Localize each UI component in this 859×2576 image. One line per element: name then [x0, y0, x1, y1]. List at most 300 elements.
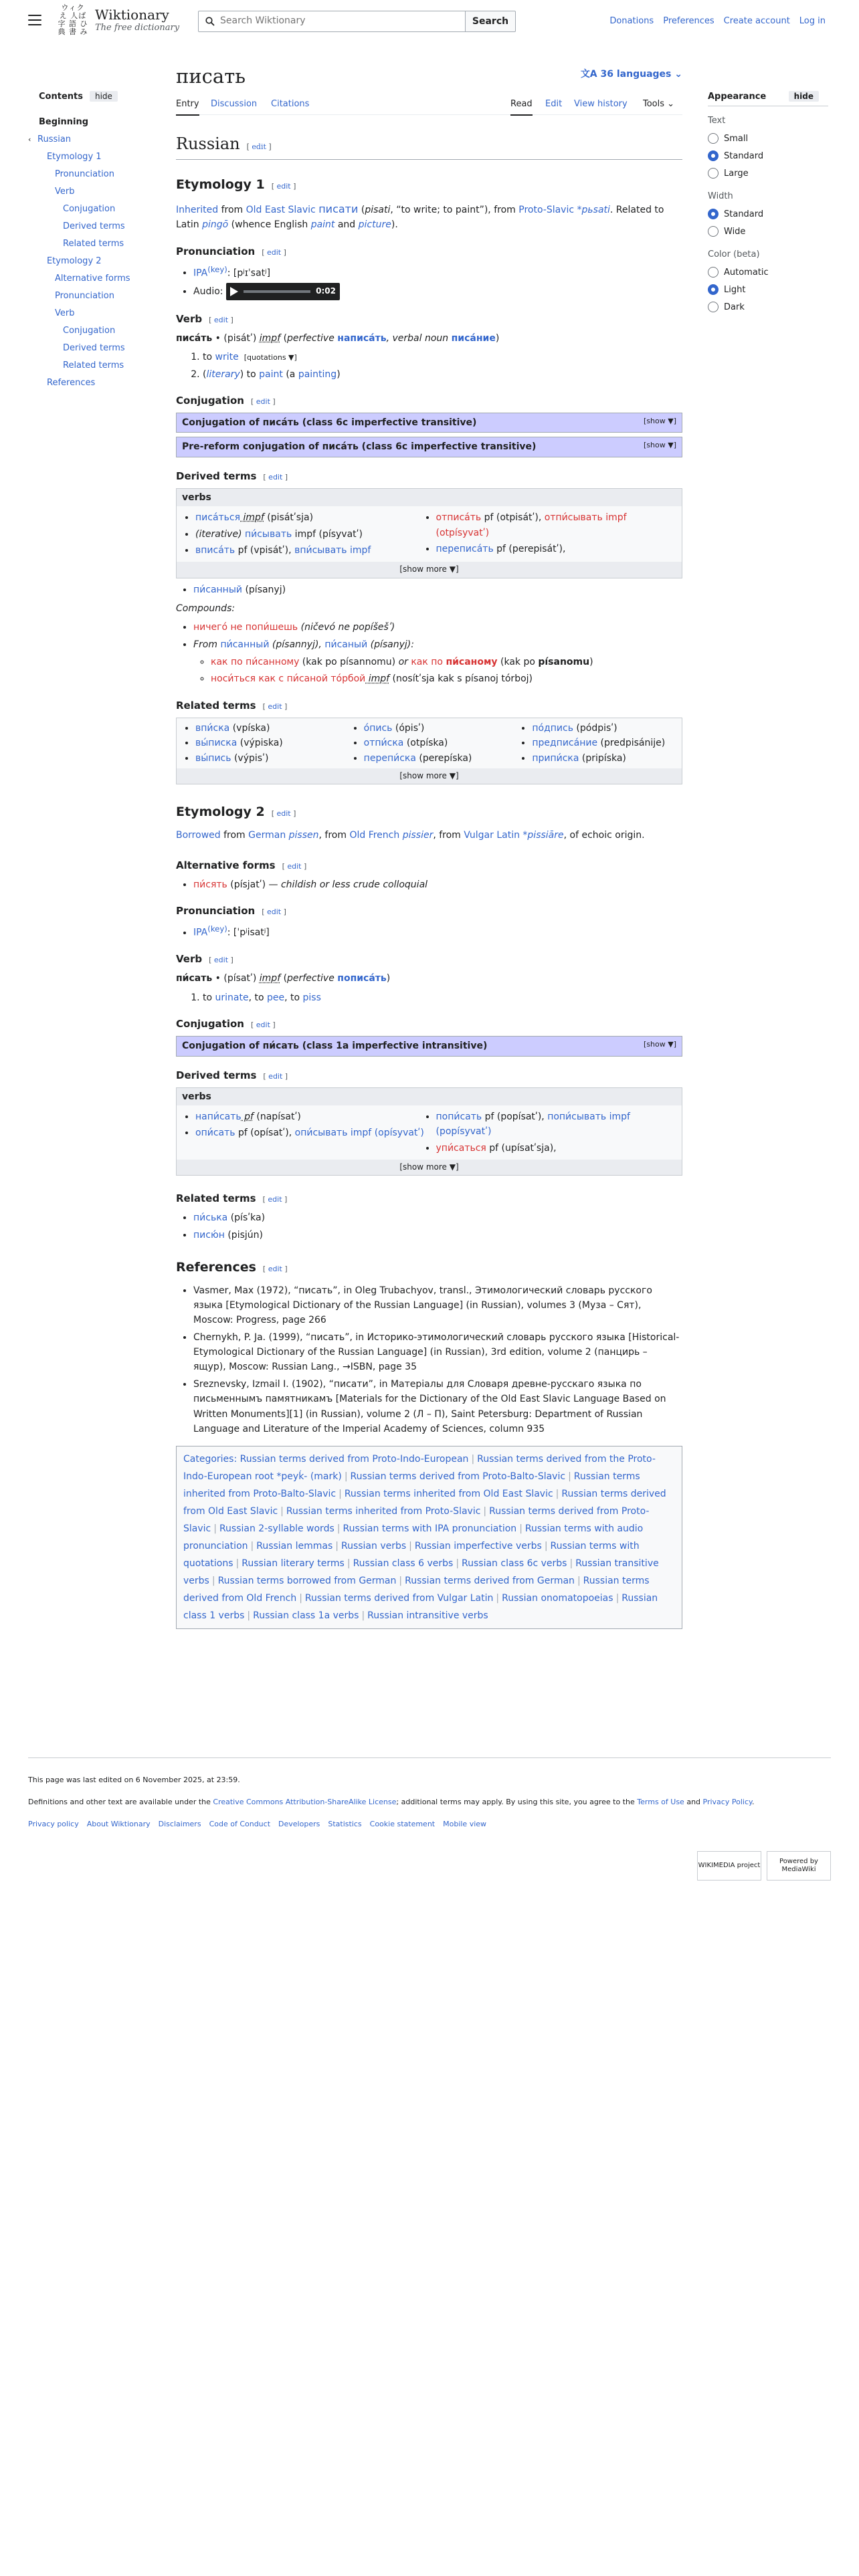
reference-chernykh: • Chernykh, P. Ja. (1999), “писать”, in Историко-этимологический словарь русского языка [Historical-Etymological Dictionary of the Russian Language] (in Russian), 3rd edition, volume 2 (панцирь – ящур), Moscow: Russian Lang., →ISBN, page 35 — [193, 1330, 682, 1375]
headword-line: пи́сать • (písatʹ) impf (perfective пописа́ть) — [176, 973, 391, 984]
sense-1: 1. to urinate, to pee, to piss — [203, 990, 682, 1005]
derived-terms-box — [176, 1087, 682, 1176]
table-title: Conjugation of пи́сать (class 1a imperfective intransitive) — [182, 1041, 488, 1052]
search-button[interactable]: Search — [465, 11, 516, 32]
toc-item[interactable] — [39, 114, 159, 131]
tab-entry[interactable]: Entry — [176, 99, 199, 116]
transliteration: (pripíska) — [579, 752, 626, 764]
heading-related-terms-2 — [176, 1190, 682, 1206]
link-old-french[interactable]: Old French — [349, 829, 400, 841]
main-menu-icon[interactable] — [28, 15, 41, 25]
audio-player[interactable] — [226, 283, 340, 300]
wikimedia-badge[interactable]: WIKIMEDIA project — [697, 1851, 761, 1881]
separator: | — [213, 1523, 217, 1535]
heading-references — [176, 1257, 682, 1277]
separator: | — [235, 1558, 240, 1570]
list-item: • попи́сать pf (popísatʹ), попи́сывать impf (popísyvatʹ) — [436, 1109, 677, 1140]
etymology-2-text: Borrowed from German pissen, from Old French pissier, from Vulgar Latin *pissiāre, of echoic origin. — [176, 829, 645, 841]
tab-edit[interactable]: Edit — [545, 99, 563, 109]
category-link[interactable]: Russian terms borrowed from German — [217, 1576, 397, 1587]
heading-text: Verb — [176, 312, 203, 325]
edit-section-link[interactable]: [ edit ] — [263, 472, 288, 481]
related-term-link[interactable]: перепи́ска — [363, 752, 416, 764]
tab-discussion[interactable]: Discussion — [211, 99, 258, 109]
separator: | — [211, 1576, 215, 1587]
radio-label: Standard — [724, 150, 764, 161]
audio-label: Audio: — [193, 286, 223, 297]
radio-icon[interactable] — [708, 168, 719, 179]
edit-section-link[interactable]: [ edit ] — [262, 702, 288, 711]
section-russian — [176, 131, 682, 160]
toc-item-label: Pronunciation — [55, 169, 114, 179]
heading-related-terms-1 — [176, 697, 682, 714]
compounds-label: Compounds: — [176, 603, 235, 614]
heading-text: Russian — [176, 134, 240, 153]
related-term-link[interactable]: по́дпись — [532, 722, 573, 734]
headword-line: писа́ть • (pisátʹ) impf (perfective написа́ть, verbal noun писа́ние) — [176, 332, 500, 344]
logo-glyph: ウィク — [61, 3, 85, 12]
site-tagline: The free dictionary — [95, 23, 180, 33]
toc-item[interactable] — [39, 357, 159, 374]
footer-link[interactable]: Privacy policy — [28, 1820, 79, 1828]
toc-item[interactable] — [39, 253, 159, 270]
toc-item[interactable] — [39, 148, 159, 166]
compound-link[interactable]: пи́санный — [220, 639, 270, 650]
link-pee[interactable]: pee — [267, 992, 285, 1003]
sense-2: 2. (literary) to paint (a painting) — [203, 367, 682, 382]
heading-text: Pronunciation — [176, 245, 256, 257]
audio-progress[interactable] — [244, 290, 310, 293]
derived-term-link[interactable]: попи́сать — [436, 1111, 482, 1122]
user-links — [600, 16, 826, 26]
category-link[interactable]: Russian lemmas — [256, 1541, 333, 1552]
separator: | — [471, 1454, 475, 1465]
heading-text: Etymology 1 — [176, 177, 265, 193]
heading-verb-1 — [176, 311, 682, 327]
ipa-key-link[interactable]: (key) — [207, 264, 227, 274]
category-link[interactable]: Russian literary terms — [242, 1558, 345, 1570]
link-proto-slavic[interactable]: Proto-Slavic — [518, 204, 575, 215]
derived-term-link[interactable]: впи́сывать impf — [294, 544, 371, 556]
list-item: • писа́ться impf (pisátʹsja) — [195, 510, 436, 525]
terms-link[interactable]: Terms of Use — [637, 1798, 684, 1806]
transliteration: (predpisánije) — [597, 738, 666, 749]
footer-link[interactable]: Statistics — [328, 1820, 362, 1828]
derived-term-link[interactable]: пи́сывать — [244, 528, 292, 540]
separator: | — [361, 1610, 365, 1622]
related-term-link[interactable]: предписа́ние — [532, 738, 598, 749]
edit-label: edit — [268, 472, 283, 481]
category-link[interactable]: Russian terms derived from German — [405, 1576, 575, 1587]
derived-term-link[interactable]: упи́саться — [436, 1142, 486, 1154]
box-title: verbs — [177, 489, 682, 506]
category-link[interactable]: Russian terms inherited from Proto-Balto-Slavic — [183, 1471, 640, 1500]
toc-item[interactable] — [39, 183, 159, 201]
derived-term-link[interactable]: попи́сывать impf (popísyvatʹ) — [436, 1111, 630, 1138]
radio-icon[interactable] — [708, 209, 719, 219]
link-old-east-slavic[interactable]: Old East Slavic — [246, 204, 316, 215]
logo-glyph: え 人ば — [59, 11, 87, 20]
tab-read[interactable]: Read — [510, 99, 533, 116]
width-label: Width — [708, 191, 733, 201]
compound-link[interactable]: носи́ться как с пи́саной то́рбой — [211, 673, 366, 685]
transliteration: (vpíska) — [229, 722, 270, 734]
category-link[interactable]: Russian onomatopoeias — [502, 1593, 613, 1604]
category-link[interactable]: Russian terms with IPA pronunciation — [343, 1523, 517, 1535]
radio-label: Small — [724, 133, 749, 144]
toc-item[interactable] — [39, 322, 159, 340]
privacy-link[interactable]: Privacy Policy — [702, 1798, 752, 1806]
search-box[interactable] — [198, 11, 466, 32]
heading-text: Alternative forms — [176, 859, 276, 871]
derived-term-link[interactable]: опи́сывать impf (opísyvatʹ) — [294, 1128, 424, 1139]
link-borrowed[interactable]: Borrowed — [176, 829, 221, 841]
link-paint-sense[interactable]: paint — [259, 368, 283, 380]
toc-item[interactable] — [39, 270, 159, 288]
tools-label: Tools — [643, 99, 665, 109]
wiktionary-logo[interactable] — [56, 4, 90, 39]
width-option[interactable] — [708, 205, 828, 223]
play-icon[interactable] — [230, 287, 238, 296]
toc-hide-button[interactable]: hide — [90, 91, 118, 102]
edit-label: edit — [266, 907, 282, 917]
site-name[interactable]: Wiktionary — [95, 7, 169, 23]
category-link[interactable]: Russian 2-syllable words — [219, 1523, 335, 1535]
derived-term-link[interactable]: пи́санный — [193, 584, 242, 595]
edit-section-link[interactable]: [ edit ] — [250, 1021, 276, 1030]
list-item: • вписа́ть pf (vpisátʹ), впи́сывать impf — [195, 543, 436, 558]
radio-icon[interactable] — [708, 284, 719, 295]
list-item: • (iterative) пи́сывать impf (písyvatʹ) — [195, 527, 436, 542]
tab-citations[interactable]: Citations — [271, 99, 310, 109]
ipa-item — [193, 923, 682, 940]
link-pissier[interactable]: pissier — [402, 829, 434, 841]
toc-item[interactable] — [28, 131, 159, 148]
categories-label[interactable]: Categories: — [183, 1454, 237, 1465]
footer-link[interactable]: Code of Conduct — [209, 1820, 271, 1828]
link-perfective[interactable]: пописа́ть — [337, 973, 387, 984]
list-item: • напи́сать pf (napísatʹ) — [195, 1109, 436, 1124]
derived-term-link[interactable]: переписа́ть — [436, 543, 494, 554]
site-header — [0, 0, 859, 43]
category-link[interactable]: Russian terms inherited from Old East Slavic — [344, 1489, 553, 1500]
ipa-link[interactable]: IPA — [193, 928, 208, 939]
ipa-key-link[interactable]: (key) — [207, 924, 227, 934]
language-selector[interactable] — [581, 67, 682, 80]
separator: | — [555, 1489, 559, 1500]
toc-item[interactable] — [39, 374, 159, 392]
edit-label: edit — [276, 182, 291, 191]
link-verbal-noun[interactable]: писа́ние — [451, 332, 496, 344]
color-option[interactable] — [708, 298, 828, 316]
link-inherited[interactable]: Inherited — [176, 204, 219, 215]
list-item — [364, 751, 508, 766]
radio-icon[interactable] — [708, 267, 719, 278]
heading-text: Derived terms — [176, 1069, 257, 1081]
separator: | — [409, 1541, 412, 1552]
link-urinate[interactable]: urinate — [215, 992, 249, 1003]
related-term-link[interactable]: припи́ска — [532, 752, 579, 764]
ipa-text: : [pʲɪˈsatʲ] — [227, 267, 271, 279]
show-more-toggle[interactable]: [show more ▼] — [177, 562, 682, 577]
show-toggle[interactable]: [show ▼] — [644, 416, 676, 425]
link-pingo[interactable]: pingō — [202, 219, 229, 231]
link-piss[interactable]: piss — [302, 992, 321, 1003]
chevron-down-icon: ⌄ — [674, 69, 682, 80]
radio-icon[interactable] — [708, 302, 719, 312]
category-link[interactable]: Russian terms derived from Proto-Balto-Slavic — [350, 1471, 566, 1483]
link-pissiare[interactable]: *pissiāre — [522, 829, 564, 841]
ipa-link[interactable]: IPA — [193, 267, 208, 279]
table-title: Pre-reform conjugation of писа́ть (class 6c imperfective transitive) — [182, 441, 537, 453]
toc-item-label: Derived terms — [63, 343, 125, 353]
show-toggle[interactable]: [show ▼] — [644, 1040, 676, 1049]
etymology-1-text: Inherited from Old East Slavic писати (pisati, “to write; to paint”), from Proto-Slavic *pьsati. Related to Latin pingō (whence English paint and picture). — [176, 202, 664, 231]
radio-label: Large — [724, 168, 749, 179]
pre-reform-conjugation-table — [176, 437, 682, 457]
toc-item-label: Etymology 2 — [47, 256, 102, 266]
separator: | — [577, 1576, 581, 1587]
category-link[interactable]: Russian class 6 verbs — [353, 1558, 454, 1570]
edit-section-link[interactable]: [ edit ] — [262, 1195, 288, 1204]
toc-item[interactable] — [39, 235, 159, 253]
appearance-hide-button[interactable]: hide — [789, 91, 819, 102]
radio-icon[interactable] — [708, 150, 719, 161]
headword: писа́ть — [176, 332, 213, 344]
box-title: verbs — [177, 1088, 682, 1105]
edit-section-link[interactable]: [ edit ] — [209, 956, 233, 965]
separator: | — [569, 1558, 573, 1570]
category-link[interactable]: Russian transitive verbs — [183, 1558, 659, 1587]
separator: | — [339, 1489, 342, 1500]
related-term-link[interactable]: впи́ска — [195, 722, 230, 734]
category-link[interactable]: Russian imperfective verbs — [414, 1541, 542, 1552]
category-link[interactable]: Russian terms derived from Old French — [183, 1576, 650, 1604]
derived-term-link[interactable]: отпи́сывать impf (otpísyvatʹ) — [436, 512, 627, 538]
preferences-link[interactable]: Preferences — [663, 16, 714, 26]
toc-item[interactable] — [39, 340, 159, 357]
logo-glyph: 典 書 み — [58, 27, 88, 36]
heading-pronunciation-2 — [176, 903, 682, 919]
heading-text: References — [176, 1260, 256, 1275]
separator: | — [568, 1471, 571, 1483]
toc-item-label: Derived terms — [63, 221, 125, 231]
quotations-toggle[interactable]: [quotations ▼] — [244, 353, 297, 362]
audio-time: 0:02 — [316, 286, 336, 296]
footer-link[interactable]: Cookie statement — [369, 1820, 436, 1828]
donations-link[interactable]: Donations — [609, 16, 654, 26]
separator: | — [299, 1593, 302, 1604]
edit-section-link[interactable]: [ edit ] — [282, 862, 307, 871]
category-link[interactable]: Russian verbs — [341, 1541, 407, 1552]
headword: пи́сать — [176, 973, 213, 984]
compound-link[interactable]: как по пи́санному — [211, 657, 300, 668]
toc-item[interactable] — [39, 166, 159, 183]
category-link[interactable]: Russian class 1 verbs — [183, 1593, 658, 1622]
transliteration: (výpisʹ) — [231, 752, 269, 764]
edit-section-link[interactable]: [ edit ] — [271, 809, 296, 819]
edit-section-link[interactable]: [ edit ] — [262, 247, 286, 257]
toc-item-label: Pronunciation — [55, 291, 114, 301]
edit-section-link[interactable]: [ edit ] — [246, 142, 272, 151]
edit-label: edit — [256, 1021, 270, 1030]
ipa-text: : [ˈpʲisatʲ] — [227, 928, 270, 939]
tools-menu[interactable] — [643, 99, 674, 109]
radio-icon[interactable] — [708, 133, 719, 144]
footer-links — [28, 1820, 831, 1828]
category-link[interactable]: Russian terms derived from Proto-Slavic — [183, 1506, 650, 1535]
compound-link[interactable]: пи́саный — [324, 639, 368, 650]
radio-label: Dark — [724, 302, 745, 312]
login-link[interactable]: Log in — [799, 16, 826, 26]
compound-link[interactable]: ничего́ не попи́шешь — [193, 622, 298, 633]
show-more-toggle[interactable]: [show more ▼] — [177, 1160, 682, 1175]
category-link[interactable]: Russian terms derived from Old East Slavic — [183, 1489, 666, 1517]
footer-link[interactable]: About Wiktionary — [86, 1820, 151, 1828]
category-link[interactable]: Russian terms inherited from Proto-Slavic — [286, 1506, 481, 1517]
footer-link[interactable]: Mobile view — [443, 1820, 487, 1828]
table-title: Conjugation of писа́ть (class 6c imperfective transitive) — [182, 417, 477, 428]
separator: | — [337, 1523, 341, 1535]
text-size-label: Text — [708, 116, 726, 126]
related-term-link[interactable]: пи́ська — [193, 1212, 228, 1224]
toc-item[interactable] — [39, 218, 159, 235]
related-term-link[interactable]: вы́писка — [195, 738, 237, 749]
list-item — [195, 736, 340, 750]
transliteration: (pódpisʹ) — [573, 722, 617, 734]
related-terms-box — [176, 718, 682, 784]
category-link[interactable]: Russian terms derived from Vulgar Latin — [304, 1593, 494, 1604]
heading-verb-2 — [176, 951, 682, 967]
license-link[interactable]: Creative Commons Attribution-ShareAlike License — [213, 1798, 397, 1806]
link-pisati[interactable]: писати — [318, 202, 359, 215]
alt-form-link[interactable]: пи́сять — [193, 879, 227, 890]
mediawiki-badge[interactable]: Powered by MediaWiki — [767, 1851, 831, 1881]
edit-section-link[interactable]: [ edit ] — [263, 1071, 288, 1081]
edit-section-link[interactable]: [ edit ] — [209, 315, 233, 324]
link-write[interactable]: write — [215, 352, 239, 363]
category-link[interactable]: Russian terms derived from Proto-Indo-European — [240, 1454, 469, 1465]
toc-item[interactable] — [39, 305, 159, 322]
color-option[interactable] — [708, 263, 828, 281]
list-item — [364, 721, 508, 736]
conjugation-table — [176, 1036, 682, 1056]
show-more-toggle[interactable]: [show more ▼] — [177, 768, 682, 784]
link-picture[interactable]: picture — [358, 219, 391, 231]
list-item — [195, 751, 340, 766]
transliteration: (ópisʹ) — [392, 722, 425, 734]
text-size-option[interactable] — [708, 130, 828, 147]
heading-text: Pronunciation — [176, 905, 256, 918]
toc-item-label: Etymology 1 — [47, 152, 102, 162]
tab-view-history[interactable]: View history — [574, 99, 628, 109]
page-tabs — [176, 92, 682, 115]
footer-link[interactable]: Disclaimers — [158, 1820, 201, 1828]
edit-label: edit — [213, 315, 229, 324]
link-paint[interactable]: paint — [310, 219, 335, 231]
radio-icon[interactable] — [708, 226, 719, 237]
toc-item-label: Related terms — [63, 239, 124, 249]
color-option[interactable] — [708, 281, 828, 298]
category-link[interactable]: Russian class 6c verbs — [462, 1558, 567, 1570]
link-proto-slavic-root[interactable]: *pьsati — [577, 204, 610, 215]
link-german[interactable]: German — [248, 829, 286, 841]
toc-item-label: Verb — [55, 308, 75, 318]
languages-count: 36 languages — [600, 69, 672, 80]
link-literary[interactable]: literary — [206, 368, 240, 380]
link-painting[interactable]: painting — [298, 368, 337, 380]
derived-term-link[interactable]: опи́сать — [195, 1128, 235, 1139]
search-input[interactable] — [220, 15, 454, 26]
edit-label: edit — [287, 862, 302, 871]
edit-section-link[interactable]: [ edit ] — [262, 907, 286, 917]
derived-term-link[interactable]: вписа́ть — [195, 544, 235, 556]
related-term-link[interactable]: о́пись — [363, 722, 393, 734]
create-account-link[interactable]: Create account — [723, 16, 790, 26]
sense-1: 1. to write [quotations ▼] — [203, 350, 682, 364]
compound-link[interactable]: как по — [407, 657, 446, 668]
related-term-link[interactable]: отпи́ска — [363, 738, 404, 749]
edit-section-link[interactable]: [ edit ] — [271, 182, 296, 191]
related-term-link[interactable]: писю́н — [193, 1229, 225, 1241]
derived-term-link[interactable]: писа́ться — [195, 512, 241, 524]
edit-label: edit — [213, 956, 229, 965]
toc-item-label: Russian — [37, 134, 72, 144]
list-item: • упи́саться pf (upísatʹsja), — [436, 1141, 677, 1156]
radio-label: Wide — [724, 226, 746, 237]
category-link[interactable]: Russian terms with audio pronunciation — [183, 1523, 644, 1552]
list-item — [364, 736, 508, 750]
category-link[interactable]: Russian intransitive verbs — [367, 1610, 488, 1622]
toc-item-label: Verb — [55, 187, 75, 197]
show-toggle[interactable]: [show ▼] — [644, 441, 676, 450]
chevron-icon[interactable]: ‹ — [28, 135, 31, 144]
text-size-option[interactable] — [708, 147, 828, 165]
radio-label: Standard — [724, 209, 764, 219]
edit-section-link[interactable]: [ edit ] — [262, 1265, 288, 1274]
heading-text: Verb — [176, 953, 203, 966]
link-vulgar-latin[interactable]: Vulgar Latin — [464, 829, 520, 841]
derived-term-link[interactable]: отписа́ть — [436, 512, 482, 524]
list-item: • ничего́ не попи́шешь (ničevó ne popíšešʹ) — [193, 620, 682, 635]
heading-derived-terms-1 — [176, 468, 682, 484]
text-size-option[interactable] — [708, 165, 828, 182]
transliteration: (výpiska) — [237, 738, 283, 749]
separator: | — [280, 1506, 284, 1517]
radio-label: Automatic — [724, 267, 769, 278]
edit-section-link[interactable]: [ edit ] — [250, 397, 276, 406]
toc-item[interactable] — [39, 201, 159, 218]
link-perfective[interactable]: написа́ть — [337, 332, 387, 344]
translate-icon: 文A — [580, 69, 601, 80]
category-link[interactable]: Russian terms with quotations — [183, 1541, 640, 1570]
width-option[interactable] — [708, 223, 828, 240]
category-link[interactable]: Russian class 1a verbs — [253, 1610, 359, 1622]
toc-item[interactable] — [39, 288, 159, 305]
footer-link[interactable]: Developers — [278, 1820, 320, 1828]
heading-text: Conjugation — [176, 1018, 244, 1031]
category-link[interactable]: Russian terms derived from the Proto-Indo-European root *peyḱ- (mark) — [183, 1454, 656, 1483]
toc-item-label: Related terms — [63, 360, 124, 370]
reference-vasmer: • Vasmer, Max (1972), “писать”, in Oleg Trubachyov, transl., Этимологический словарь русского языка [Etymological Dictionary of the Russian Language] (in Russian), volumes 3 (Муза – Сят), Moscow: Progress, page 266 — [193, 1283, 682, 1328]
toc-title: Contents — [39, 91, 83, 102]
edit-label: edit — [268, 1195, 282, 1204]
heading-text: Related terms — [176, 1192, 256, 1205]
related-term-link[interactable]: вы́пись — [195, 752, 231, 764]
heading-text: Related terms — [176, 699, 256, 712]
link-pissen[interactable]: pissen — [288, 829, 319, 841]
derived-term-link[interactable]: напи́сать — [195, 1111, 242, 1122]
